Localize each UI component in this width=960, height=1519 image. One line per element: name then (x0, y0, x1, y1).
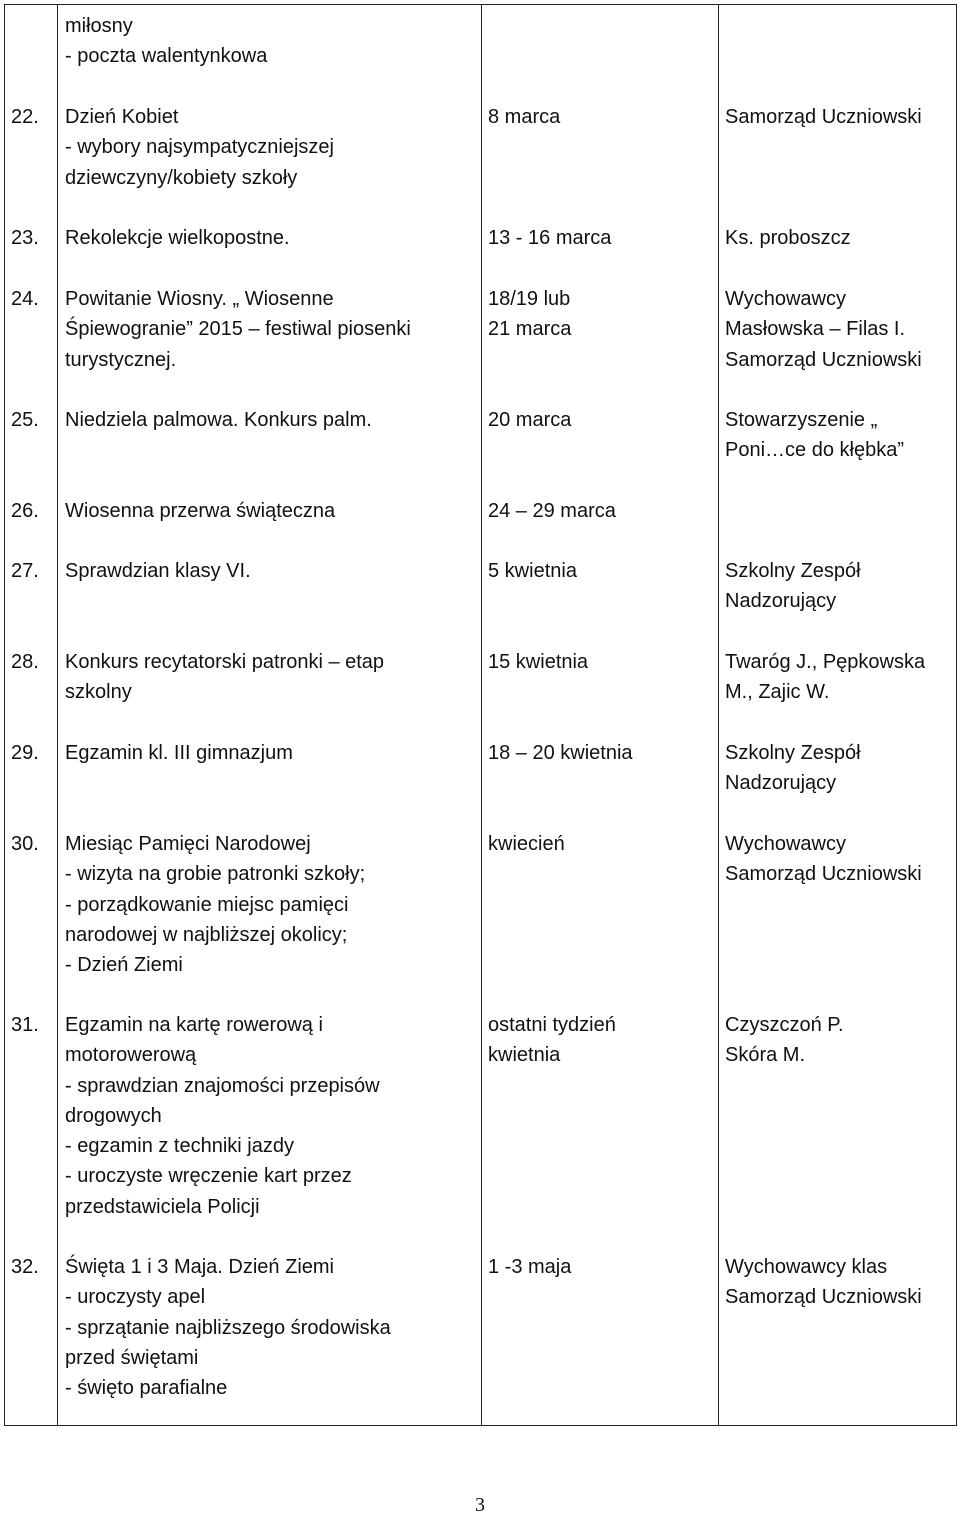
cell-text: Powitanie Wiosny. „ Wiosenne (65, 288, 334, 310)
cell-text: Szkolny Zespół (725, 560, 861, 582)
cell-text: - sprzątanie najbliższego środowiska (65, 1316, 391, 1339)
cell-text: 22. (11, 106, 39, 128)
cell-text: Samorząd Uczniowski (725, 1286, 922, 1309)
row-number (11, 738, 39, 768)
cell-text: Rekolekcje wielkopostne. (65, 227, 290, 249)
cell-text: narodowej w najbliższej okolicy; (65, 923, 348, 946)
cell-text: miłosny (65, 15, 133, 37)
cell-text: 29. (11, 742, 39, 764)
cell-text: 25. (11, 409, 39, 431)
cell-text: Konkurs recytatorski patronki – etap (65, 651, 385, 673)
responsible-cell (725, 556, 861, 617)
cell-text: 30. (11, 833, 39, 855)
row-number (11, 556, 39, 586)
responsible-cell (725, 1010, 844, 1071)
responsible-cell (725, 1252, 922, 1313)
cell-text: - poczta walentynkowa (65, 45, 268, 68)
cell-text: Szkolny Zespół (725, 742, 861, 764)
cell-text: Egzamin na kartę rowerową i (65, 1014, 323, 1036)
cell-text: 24 – 29 marca (488, 500, 616, 522)
event-cell (65, 496, 335, 526)
cell-text: - uroczysty apel (65, 1286, 206, 1309)
event-cell (65, 556, 251, 586)
responsible-cell (725, 738, 861, 799)
cell-text: ostatni tydzień (488, 1014, 616, 1036)
cell-text: 23. (11, 227, 39, 249)
event-cell (65, 1010, 380, 1222)
row-number (11, 223, 39, 253)
cell-text: - sprawdzian znajomości przepisów (65, 1074, 380, 1097)
date-cell (488, 284, 571, 345)
row-number (11, 647, 39, 677)
cell-text: - święto parafialne (65, 1377, 228, 1400)
event-cell (65, 647, 384, 708)
column-divider (718, 5, 719, 1425)
cell-text: 8 marca (488, 106, 561, 128)
cell-text: Ks. proboszcz (725, 227, 851, 249)
cell-text: - Dzień Ziemi (65, 954, 183, 977)
responsible-cell (725, 284, 922, 375)
cell-text: Masłowska – Filas I. (725, 318, 906, 341)
cell-text: dziewczyny/kobiety szkoły (65, 166, 298, 189)
cell-text: 1 -3 maja (488, 1256, 572, 1278)
row-number (11, 102, 39, 132)
cell-text: Poni…ce do kłębka” (725, 439, 904, 462)
date-cell (488, 1010, 616, 1071)
cell-text: Nadzorujący (725, 772, 837, 795)
cell-text: 13 - 16 marca (488, 227, 612, 249)
cell-text: Twaróg J., Pępkowska (725, 651, 926, 673)
cell-text: - wizyta na grobie patronki szkoły; (65, 863, 366, 886)
date-cell (488, 223, 611, 253)
event-cell (65, 102, 334, 193)
row-number (11, 1252, 39, 1282)
cell-text: przed świętami (65, 1346, 199, 1369)
date-cell (488, 405, 571, 435)
cell-text: Sprawdzian klasy VI. (65, 560, 251, 582)
event-cell (65, 405, 372, 435)
date-cell (488, 829, 565, 859)
event-cell (65, 223, 290, 253)
date-cell (488, 496, 616, 526)
cell-text: przedstawiciela Policji (65, 1195, 260, 1218)
cell-text: Egzamin kl. III gimnazjum (65, 742, 293, 764)
event-cell (65, 738, 293, 768)
date-cell (488, 738, 633, 768)
row-number (11, 829, 39, 859)
column-divider (481, 5, 482, 1425)
cell-text: 18/19 lub (488, 288, 571, 310)
cell-text: - porządkowanie miejsc pamięci (65, 893, 349, 916)
cell-text: motorowerową (65, 1044, 197, 1067)
cell-text: 24. (11, 288, 39, 310)
responsible-cell (725, 102, 922, 132)
event-cell (65, 1252, 391, 1403)
cell-text: Wiosenna przerwa świąteczna (65, 500, 336, 522)
cell-text: Wychowawcy (725, 833, 846, 855)
date-cell (488, 1252, 571, 1282)
cell-text: Skóra M. (725, 1044, 806, 1067)
cell-text: Stowarzyszenie „ (725, 409, 878, 431)
cell-text: 20 marca (488, 409, 572, 431)
date-cell (488, 102, 560, 132)
cell-text: - egzamin z techniki jazdy (65, 1135, 294, 1158)
cell-text: 26. (11, 500, 39, 522)
cell-text: Śpiewogranie” 2015 – festiwal piosenki (65, 318, 411, 341)
cell-text: Niedziela palmowa. Konkurs palm. (65, 409, 372, 431)
cell-text: Dzień Kobiet (65, 106, 179, 128)
cell-text: Nadzorujący (725, 590, 837, 613)
cell-text: drogowych (65, 1104, 162, 1127)
row-number (11, 496, 39, 526)
page-number: 3 (475, 1494, 485, 1516)
cell-text: Samorząd Uczniowski (725, 106, 922, 128)
cell-text: M., Zajic W. (725, 681, 830, 704)
date-cell (488, 556, 577, 586)
responsible-cell (725, 405, 904, 466)
cell-text: - uroczyste wręczenie kart przez (65, 1165, 352, 1188)
event-cell (65, 829, 365, 980)
cell-text: 15 kwietnia (488, 651, 589, 673)
cell-text: kwiecień (488, 833, 565, 855)
cell-text: 5 kwietnia (488, 560, 577, 582)
cell-text: 28. (11, 651, 39, 673)
responsible-cell (725, 223, 851, 253)
cell-text: Czyszczoń P. (725, 1014, 844, 1036)
event-cell (65, 11, 267, 72)
responsible-cell (725, 647, 925, 708)
row-number (11, 1010, 39, 1040)
cell-text: Wychowawcy klas (725, 1256, 888, 1278)
cell-text: 18 – 20 kwietnia (488, 742, 633, 764)
cell-text: Samorząd Uczniowski (725, 348, 922, 371)
cell-text: Święta 1 i 3 Maja. Dzień Ziemi (65, 1256, 334, 1278)
date-cell (488, 647, 588, 677)
column-divider (57, 5, 58, 1425)
cell-text: Miesiąc Pamięci Narodowej (65, 833, 311, 855)
cell-text: Samorząd Uczniowski (725, 863, 922, 886)
cell-text: turystycznej. (65, 348, 177, 371)
cell-text: kwietnia (488, 1044, 561, 1067)
cell-text: Wychowawcy (725, 288, 846, 310)
schedule-table (4, 4, 957, 1426)
responsible-cell (725, 829, 922, 890)
row-number (11, 405, 39, 435)
cell-text: - wybory najsympatyczniejszej (65, 136, 334, 159)
cell-text: 31. (11, 1014, 39, 1036)
cell-text: szkolny (65, 681, 132, 704)
event-cell (65, 284, 411, 375)
cell-text: 27. (11, 560, 39, 582)
cell-text: 32. (11, 1256, 39, 1278)
cell-text: 21 marca (488, 318, 572, 341)
row-number (11, 284, 39, 314)
